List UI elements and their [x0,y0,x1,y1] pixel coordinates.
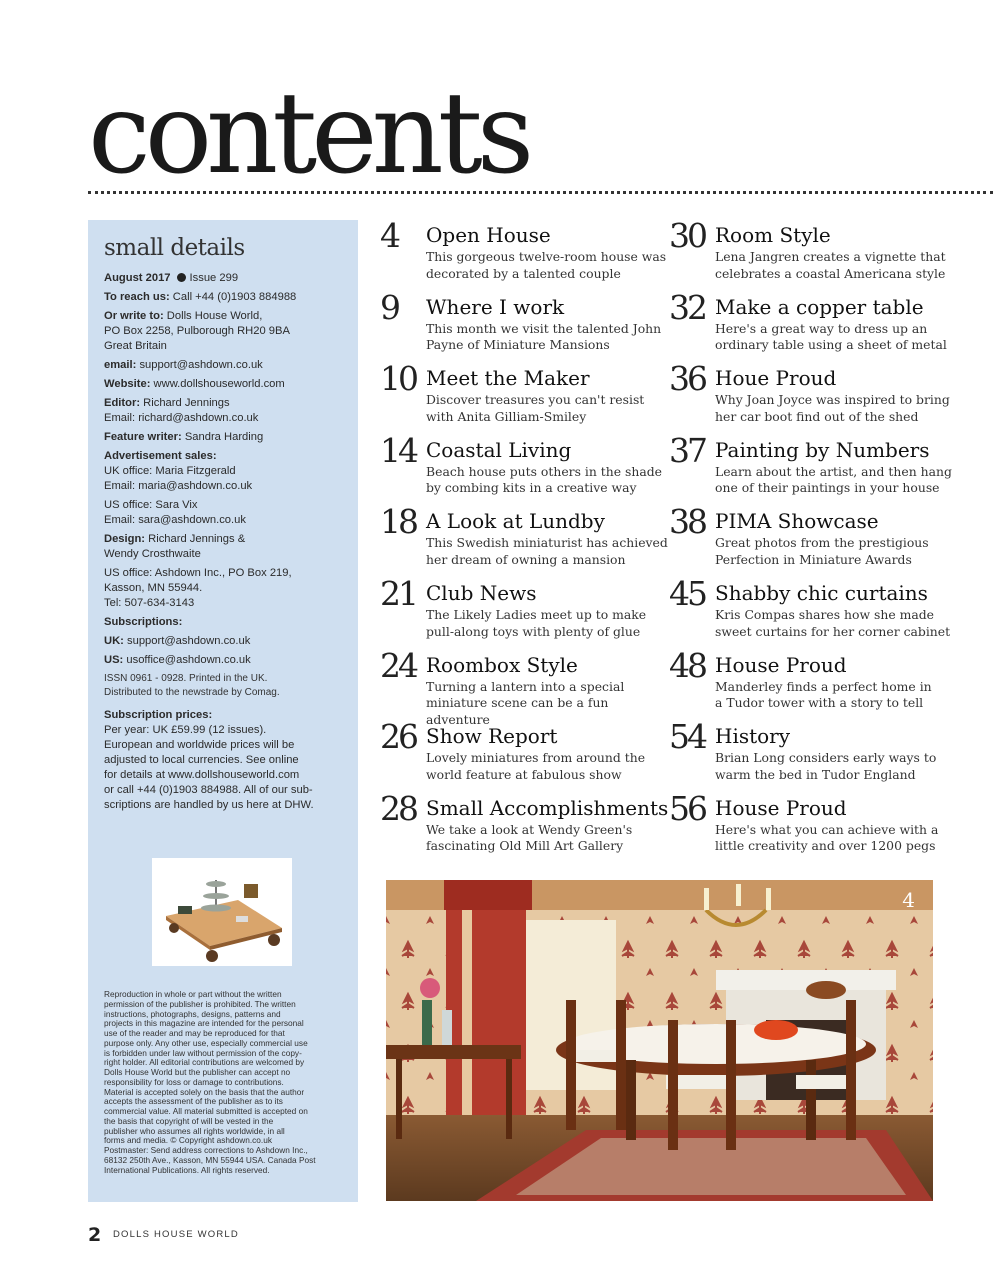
subscription-prices [104,708,344,813]
entry-description [715,822,965,855]
page-number: 2 [88,1224,102,1246]
write-line: PO Box 2258, Pulborough RH20 9BA [104,325,290,337]
entry-page-number: 10 [380,359,416,399]
website-link[interactable]: www.dollshouseworld.com [153,378,285,390]
contents-entry[interactable] [380,788,670,860]
entry-description [426,249,676,282]
feature-label: Feature writer: [104,431,182,443]
entry-title: Where I work [426,294,565,319]
entry-desc-line: Perfection in Miniature Awards [715,551,912,567]
entry-page-number: 32 [669,287,705,327]
contents-entry[interactable] [380,645,670,727]
entry-desc-line: The Likely Ladies meet up to make [426,607,647,622]
entry-description [426,321,676,354]
entry-description [715,750,965,783]
entry-page-number: 28 [380,788,416,828]
legal-line: Postmaster: Send address corrections to Ashdown Inc., [104,1145,308,1155]
reach-value: Call +44 (0)1903 884988 [172,291,297,303]
email-line [104,358,344,373]
entry-desc-line: This Swedish miniaturist has achieved [426,535,668,551]
entry-description [426,392,676,425]
entry-page-number: 30 [669,216,705,255]
us-office [104,498,344,528]
entry-page-number: 56 [669,788,705,828]
entry-desc-line: This gorgeous twelve-room house was [426,249,667,264]
legal-line: Reproduction in whole or part without the written [104,989,282,999]
entry-title: Small Accomplishments [426,795,669,820]
legal-line: permission of the publisher is prohibited. The written [104,998,296,1009]
entry-desc-line: We take a look at Wendy Green's [426,821,633,837]
prices-line: or call +44 (0)1903 884988. All of our sub- [104,784,313,796]
entry-desc-line: by combing kits in a creative way [426,480,637,496]
entry-desc-line: her car boot find out of the shed [715,408,919,424]
feature-name: Sandra Harding [184,431,264,443]
entry-title: Meet the Maker [426,366,590,391]
us-address-line: Kasson, MN 55944. [104,582,203,594]
contents-entry[interactable] [380,502,670,573]
page-title: contents [88,69,529,199]
entry-description [426,822,676,855]
write-to [104,309,344,354]
ad-sales [104,449,344,494]
contents-entry[interactable] [669,717,959,788]
entry-desc-line: Here's a great way to dress up an [715,320,928,336]
entry-desc-line: a Tudor tower with a story to tell [715,695,924,711]
legal-line: use of the reader and may be reproduced for that [104,1028,285,1038]
contents-entry[interactable] [669,359,959,430]
entry-desc-line: Learn about the artist, and then hang [715,463,952,479]
entry-title: Show Report [426,724,558,749]
entry-desc-line: Kris Compas shares how she made [715,607,935,622]
prices-line: adjusted to local currencies. See online [104,754,299,766]
entry-desc-line: decorated by a talented couple [426,265,621,281]
subs-us-label: US: [104,654,124,666]
contents-entry[interactable] [669,788,959,860]
magazine-name: DOLLS HOUSE WORLD [113,1229,239,1240]
entry-title: House Proud [715,652,847,677]
entry-description [426,464,676,497]
subs-us [104,653,344,668]
entry-description [426,607,676,640]
design-label: Design: [104,533,146,545]
entry-title: PIMA Showcase [715,509,879,534]
legal-line: purpose only. Any other use, especially commercial use [104,1037,308,1048]
entry-desc-line: one of their paintings in your house [715,480,940,496]
entry-page-number: 38 [669,502,705,542]
entry-desc-line: fascinating Old Mill Art Gallery [426,838,624,854]
entry-description [715,679,965,712]
entry-desc-line: Turning a lantern into a special [426,678,625,694]
legal-line: Material is accepted solely on the basis that the author [104,1086,305,1097]
subs-label: Subscriptions: [104,616,183,628]
website-line [104,377,344,392]
legal-line: accepts the assessment of the publisher as to its [104,1096,283,1107]
entry-title: House Proud [715,795,847,820]
entry-title: History [715,724,791,749]
entry-page-number: 54 [669,717,705,757]
entry-desc-line: Brian Long considers early ways to [715,750,937,766]
entry-desc-line: sweet curtains for her corner cabinet [715,623,951,639]
entry-page-number: 4 [380,216,398,255]
entry-description [426,679,676,729]
issn-line: ISSN 0961 - 0928. Printed in the UK. [104,673,268,684]
entry-description [715,249,965,282]
subscriptions [104,615,344,630]
entry-desc-line: world feature at fabulous show [426,766,622,782]
entry-desc-line: Why Joan Joyce was inspired to bring [715,392,950,408]
us-office-label: US office: [104,499,153,511]
us-office-email[interactable]: Email: sara@ashdown.co.uk [104,514,246,526]
entry-description [426,535,676,568]
entry-page-number: 9 [380,287,398,327]
subs-uk [104,634,344,649]
prices-line: European and worldwide prices will be [104,739,295,751]
us-address-line: US office: Ashdown Inc., PO Box 219, [104,567,292,579]
entry-title: Club News [426,581,537,605]
entry-title: Roombox Style [426,652,578,677]
entry-desc-line: Lena Jangren creates a vignette that [715,249,946,264]
design-credits [104,532,344,562]
entry-desc-line: her dream of owning a mansion [426,551,626,567]
entry-description [715,607,965,640]
entry-desc-line: miniature scene can be a fun adventure [426,695,609,727]
reach-label: To reach us: [104,291,170,303]
legal-line: responsibility for loss or damage to contributions. [104,1076,284,1087]
entry-desc-line: pull-along toys with plenty of glue [426,623,641,639]
entry-description [715,464,965,497]
legal-notice [104,990,340,1175]
copper-table-thumbnail [152,858,292,966]
contents-entry[interactable] [669,645,959,717]
entry-title: Shabby chic curtains [715,581,928,605]
us-address-line: Tel: 507-634-3143 [104,597,195,609]
entry-title: A Look at Lundby [426,509,605,534]
contents-entry[interactable] [669,574,959,645]
entry-description [715,321,965,354]
contents-entry[interactable] [380,287,670,359]
legal-line: instructions, photographs, designs, patterns and [104,1008,281,1019]
feature-writer [104,430,344,445]
legal-line: International Publications. All rights reserved. [104,1164,270,1175]
editor-info [104,396,344,426]
legal-line: forms and media. © Copyright ashdown.co.uk [104,1135,272,1146]
entry-desc-line: Discover treasures you can't resist [426,392,645,408]
entry-title: Houe Proud [715,366,837,391]
prices-label: Subscription prices: [104,709,213,721]
entry-page-number: 26 [380,717,416,757]
entry-desc-line: celebrates a coastal Americana style [715,265,946,281]
dining-room-photo [386,880,933,1201]
entry-desc-line: little creativity and over 1200 pegs [715,838,936,854]
legal-line: Dolls House World but the publisher can accept no [104,1067,291,1077]
bullet-icon [177,273,186,282]
entry-page-number: 24 [380,645,416,685]
entry-description [715,535,965,568]
legal-line: right holder. All editorial contributions are welcomed by [104,1057,305,1068]
entry-page-number: 18 [380,502,416,542]
website-label: Website: [104,378,151,390]
entry-desc-line: Beach house puts others in the shade [426,463,662,479]
write-line: Great Britain [104,340,167,352]
entry-page-number: 48 [669,645,705,685]
prices-line: for details at www.dollshouseworld.com [104,769,300,781]
legal-line: commercial value. All material submitted is accepted on [104,1106,308,1116]
prices-line: scriptions are handled by us here at DHW. [104,799,314,811]
legal-line: projects in this magazine are intended for the personal [104,1018,304,1029]
subs-us-email[interactable]: usoffice@ashdown.co.uk [126,654,251,666]
entry-title: Room Style [715,223,831,247]
subs-uk-email[interactable]: support@ashdown.co.uk [127,635,251,647]
design-names: Richard Jennings & [148,533,246,545]
entry-desc-line: with Anita Gilliam-Smiley [426,408,587,424]
entry-desc-line: warm the bed in Tudor England [715,766,916,782]
reach-us [104,290,344,305]
email-label: email: [104,359,137,371]
subs-uk-label: UK: [104,635,124,647]
legal-line: the basis that copyright of will be vested in the [104,1115,274,1126]
entry-desc-line: This month we visit the talented John [426,320,662,336]
dotted-divider [88,191,993,194]
design-names: Wendy Crosthwaite [104,548,201,560]
entry-desc-line: Manderley finds a perfect home in [715,678,932,694]
contents-entry[interactable] [380,574,670,645]
entry-description [426,750,676,783]
contents-entry[interactable] [669,502,959,573]
legal-line: publisher who assumes all rights worldwide, in all [104,1125,285,1136]
contents-entry[interactable] [669,216,959,287]
entry-desc-line: Great photos from the prestigious [715,535,929,551]
editor-label: Editor: [104,397,141,409]
us-address [104,566,344,611]
contents-entry[interactable] [380,717,670,788]
entry-desc-line: Here's what you can achieve with a [715,821,939,837]
entry-desc-line: Lovely miniatures from around the [426,750,646,766]
issue-date: August 2017 [104,272,171,284]
entry-title: Open House [426,223,551,247]
entry-title: Painting by Numbers [715,437,930,462]
entry-page-number: 37 [669,430,705,470]
entry-page-number: 14 [380,430,416,470]
issue-number: Issue 299 [189,272,239,284]
contents-entry[interactable] [380,359,670,430]
entry-page-number: 21 [380,574,416,613]
issue-info [104,271,344,286]
contents-entry[interactable] [669,430,959,502]
contents-entry[interactable] [380,216,670,287]
entry-desc-line: Payne of Miniature Mansions [426,337,610,353]
write-line: Dolls House World, [166,310,263,322]
prices-line: Per year: UK £59.99 (12 issues). [104,724,267,736]
uk-office-email[interactable]: Email: maria@ashdown.co.uk [104,480,253,492]
contents-entry[interactable] [380,430,670,502]
uk-office-label: UK office: [104,465,153,477]
issn-line: Distributed to the newstrade by Comag. [104,687,280,698]
contents-entry[interactable] [669,287,959,359]
small-details-sidebar [88,220,358,1202]
entry-description [715,392,965,425]
write-label: Or write to: [104,310,164,322]
ads-label: Advertisement sales: [104,450,217,462]
sidebar-heading: small details [104,235,245,261]
issn-info [104,672,344,700]
entry-desc-line: ordinary table using a sheet of metal [715,337,947,353]
entry-page-number: 36 [669,359,705,399]
editor-email[interactable]: Email: richard@ashdown.co.uk [104,412,259,424]
us-office-name: Sara Vix [155,499,198,511]
email-link[interactable]: support@ashdown.co.uk [139,359,263,371]
legal-line: is forbidden under law without permission of the copy- [104,1047,302,1058]
entry-title: Coastal Living [426,437,572,462]
photo-page-ref: 4 [902,888,915,912]
editor-name: Richard Jennings [143,397,230,409]
entry-title: Make a copper table [715,294,924,319]
legal-line: 68132 250th Ave., Kasson, MN 55944 USA. Canada Post [104,1154,316,1165]
uk-office-name: Maria Fitzgerald [155,465,236,477]
entry-page-number: 45 [669,574,705,613]
